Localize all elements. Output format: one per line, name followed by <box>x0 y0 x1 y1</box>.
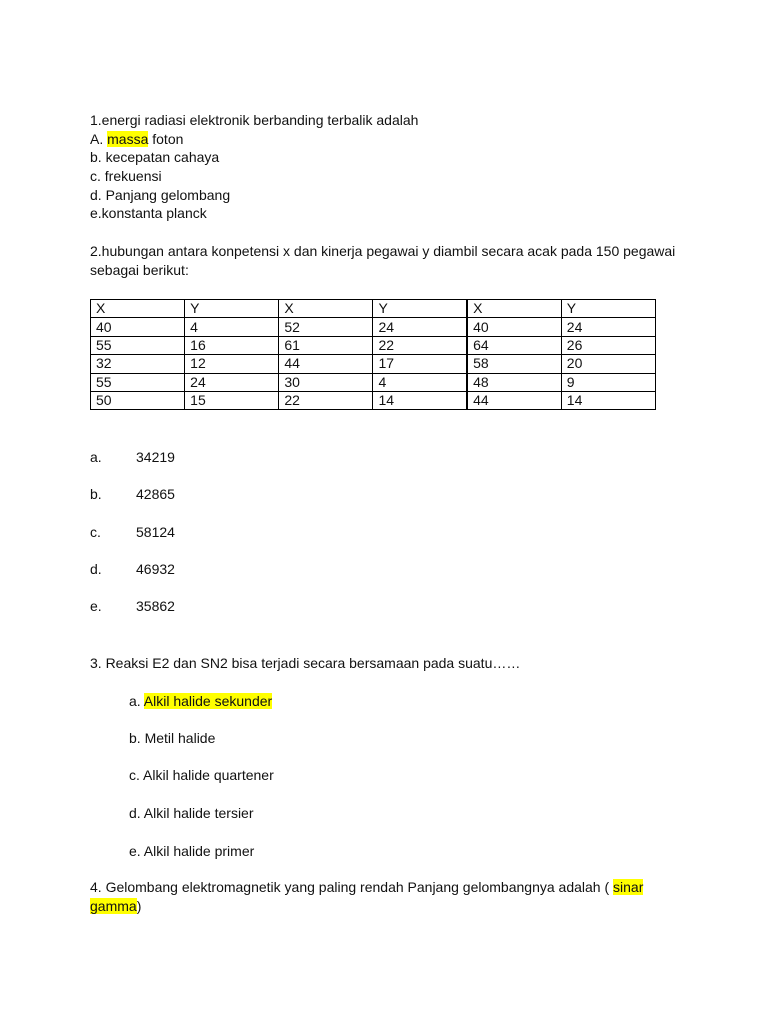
question-1 <box>90 111 418 223</box>
table-header-cell: Y <box>373 300 467 318</box>
question-2-option-b <box>90 485 175 503</box>
question-1-option-a <box>90 130 418 149</box>
table-cell: 22 <box>373 336 467 354</box>
table-cell: 32 <box>91 355 185 373</box>
option-letter: b. <box>90 486 102 502</box>
question-2-line-1: 2.hubungan antara konpetensi x dan kinerja pegawai y diambil secara acak pada 150 pegawai <box>90 243 676 259</box>
table-row <box>91 336 656 354</box>
highlighted-text: sinar <box>613 879 644 895</box>
question-2-line-2: sebagai berikut: <box>90 262 189 278</box>
table-cell: 58 <box>467 355 561 373</box>
table-row <box>91 373 656 391</box>
question-1-option-d: d. Panjang gelombang <box>90 186 231 203</box>
table-cell: 26 <box>561 336 655 354</box>
option-value: 35862 <box>136 598 175 614</box>
question-3-text: 3. Reaksi E2 dan SN2 bisa terjadi secara bersamaan pada suatu…… <box>90 655 521 671</box>
table-cell: 15 <box>185 391 279 409</box>
option-letter: e. <box>90 598 102 614</box>
question-2-option-a <box>90 448 175 466</box>
data-table <box>90 299 656 410</box>
question-4-text: 4. Gelombang elektromagnetik yang paling rendah Panjang gelombangnya adalah ( <box>90 879 614 895</box>
table-row <box>91 391 656 409</box>
option-a-suffix: foton <box>148 130 184 147</box>
table-header-cell: Y <box>185 300 279 318</box>
table-cell: 64 <box>467 336 561 354</box>
table-cell: 55 <box>91 336 185 354</box>
table-cell: 14 <box>561 391 655 409</box>
question-1-text: 1.energi radiasi elektronik berbanding terbalik adalah <box>90 112 419 128</box>
option-letter: a. <box>90 449 102 465</box>
question-1-option-e: e.konstanta planck <box>90 205 207 222</box>
option-value: 58124 <box>136 524 175 540</box>
table-cell: 30 <box>279 373 373 391</box>
question-4-line-1 <box>90 878 670 897</box>
question-4-suffix: ) <box>136 898 142 914</box>
table-cell: 14 <box>373 391 467 409</box>
option-value: 46932 <box>136 561 175 577</box>
table-cell: 20 <box>561 355 655 373</box>
question-3-option-a <box>129 692 272 710</box>
question-3-option-c: c. Alkil halide quartener <box>129 767 274 783</box>
question-2-option-e <box>90 597 175 615</box>
option-letter: c. <box>90 524 101 540</box>
table-cell: 50 <box>91 391 185 409</box>
table-cell: 24 <box>373 318 467 336</box>
table-cell: 16 <box>185 336 279 354</box>
table-cell: 9 <box>561 373 655 391</box>
table-header-cell: X <box>279 300 373 318</box>
table-row <box>91 318 656 336</box>
highlighted-text: massa <box>107 130 149 147</box>
option-value: 34219 <box>136 449 175 465</box>
table-row <box>91 355 656 373</box>
table-cell: 55 <box>91 373 185 391</box>
question-3-option-e: e. Alkil halide primer <box>129 843 255 859</box>
table-cell: 22 <box>279 391 373 409</box>
question-3-option-d: d. Alkil halide tersier <box>129 805 254 821</box>
table-cell: 48 <box>467 373 561 391</box>
table-header-row <box>91 300 656 318</box>
table-cell: 4 <box>185 318 279 336</box>
highlighted-text: gamma <box>90 898 137 914</box>
highlighted-text: Alkil halide sekunder <box>143 693 273 709</box>
table-header-cell: X <box>91 300 185 318</box>
table-cell: 17 <box>373 355 467 373</box>
option-a-prefix: A. <box>90 130 108 147</box>
question-2-option-c <box>90 523 175 541</box>
table-cell: 44 <box>467 391 561 409</box>
table-cell: 24 <box>185 373 279 391</box>
question-2 <box>90 242 690 280</box>
table-header-cell: Y <box>561 300 655 318</box>
table-cell: 24 <box>561 318 655 336</box>
question-4 <box>90 878 670 916</box>
table-header-cell: X <box>467 300 561 318</box>
option-letter: d. <box>90 561 102 577</box>
question-2-option-d <box>90 560 175 578</box>
question-1-option-b: b. kecepatan cahaya <box>90 149 220 166</box>
table-cell: 40 <box>467 318 561 336</box>
option-value: 42865 <box>136 486 175 502</box>
option-a-prefix: a. <box>129 693 144 709</box>
table-cell: 12 <box>185 355 279 373</box>
table-cell: 52 <box>279 318 373 336</box>
table-cell: 40 <box>91 318 185 336</box>
table-cell: 44 <box>279 355 373 373</box>
table-cell: 4 <box>373 373 467 391</box>
table-cell: 61 <box>279 336 373 354</box>
question-4-line-2 <box>90 897 670 916</box>
question-1-option-c: c. frekuensi <box>90 168 162 185</box>
question-3-option-b: b. Metil halide <box>129 730 216 746</box>
